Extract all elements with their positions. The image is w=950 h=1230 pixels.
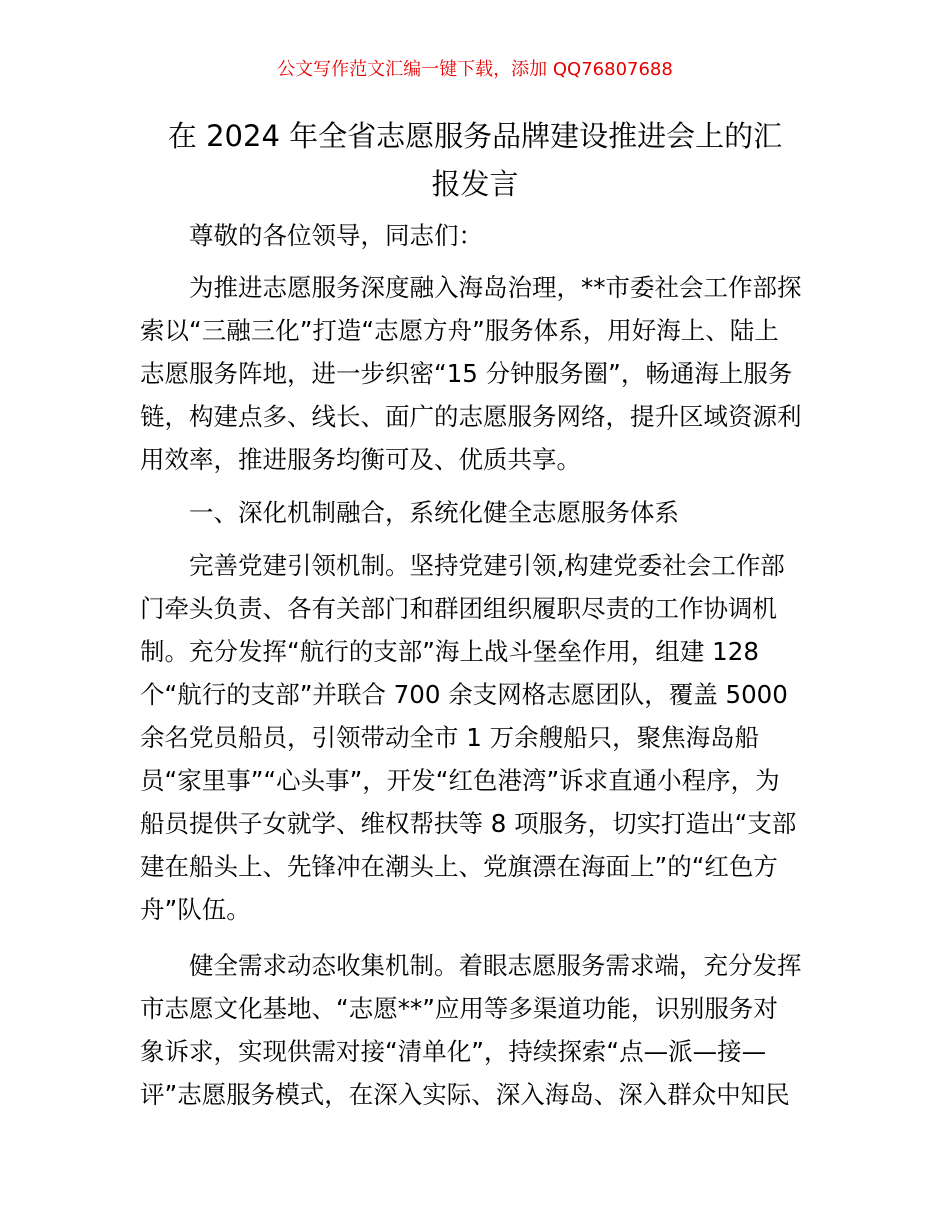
paragraph-line: 象诉求，实现供需对接“清单化”，持续探索“点—派—接—	[140, 1037, 767, 1066]
paragraph-line: 舟”队伍。	[140, 895, 251, 924]
download-banner: 公文写作范文汇编一键下载，添加 QQ76807688	[277, 59, 673, 80]
paragraph-line: 志愿服务阵地，进一步织密“15 分钟服务圈”，畅通海上服务	[140, 359, 793, 388]
paragraph-line: 市志愿文化基地、“志愿**”应用等多渠道功能，识别服务对	[140, 994, 778, 1023]
paragraph-line: 为推进志愿服务深度融入海岛治理，**市委社会工作部探	[140, 273, 802, 302]
paragraph-line: 员“家里事”“心头事”，开发“红色港湾”诉求直通小程序，为	[140, 766, 780, 795]
paragraph-line: 余名党员船员，引领带动全市 1 万余艘船只，聚焦海岛船	[140, 723, 760, 752]
section-heading: 一、深化机制融合，系统化健全志愿服务体系	[140, 498, 679, 527]
title-line: 在 2024 年全省志愿服务品牌建设推进会上的汇	[167, 119, 783, 153]
paragraph-line: 制。充分发挥“航行的支部”海上战斗堡垒作用，组建 128	[140, 637, 759, 666]
paragraph-line: 建在船头上、先锋冲在潮头上、党旗漂在海面上”的“红色方	[140, 852, 778, 881]
paragraph-line: 完善党建引领机制。坚持党建引领,构建党委社会工作部	[140, 551, 785, 580]
paragraph-line: 用效率，推进服务均衡可及、优质共享。	[140, 445, 581, 474]
paragraph-line: 评”志愿服务模式，在深入实际、深入海岛、深入群众中知民	[140, 1080, 790, 1109]
paragraph-line: 链，构建点多、线长、面广的志愿服务网络，提升区域资源利	[140, 402, 802, 431]
document-title	[140, 112, 810, 208]
title-line: 报发言	[431, 167, 519, 201]
salutation: 尊敬的各位领导，同志们：	[140, 221, 483, 250]
paragraph-line: 船员提供子女就学、维权帮扶等 8 项服务，切实打造出“支部	[140, 809, 797, 838]
paragraph-line: 个“航行的支部”并联合 700 余支网格志愿团队，覆盖 5000	[140, 680, 788, 709]
paragraph-line: 健全需求动态收集机制。着眼志愿服务需求端，充分发挥	[140, 951, 802, 980]
paragraph-line: 索以“三融三化”打造“志愿方舟”服务体系，用好海上、陆上	[140, 316, 779, 345]
paragraph-line: 门牵头负责、各有关部门和群团组织履职尽责的工作协调机	[140, 594, 777, 623]
